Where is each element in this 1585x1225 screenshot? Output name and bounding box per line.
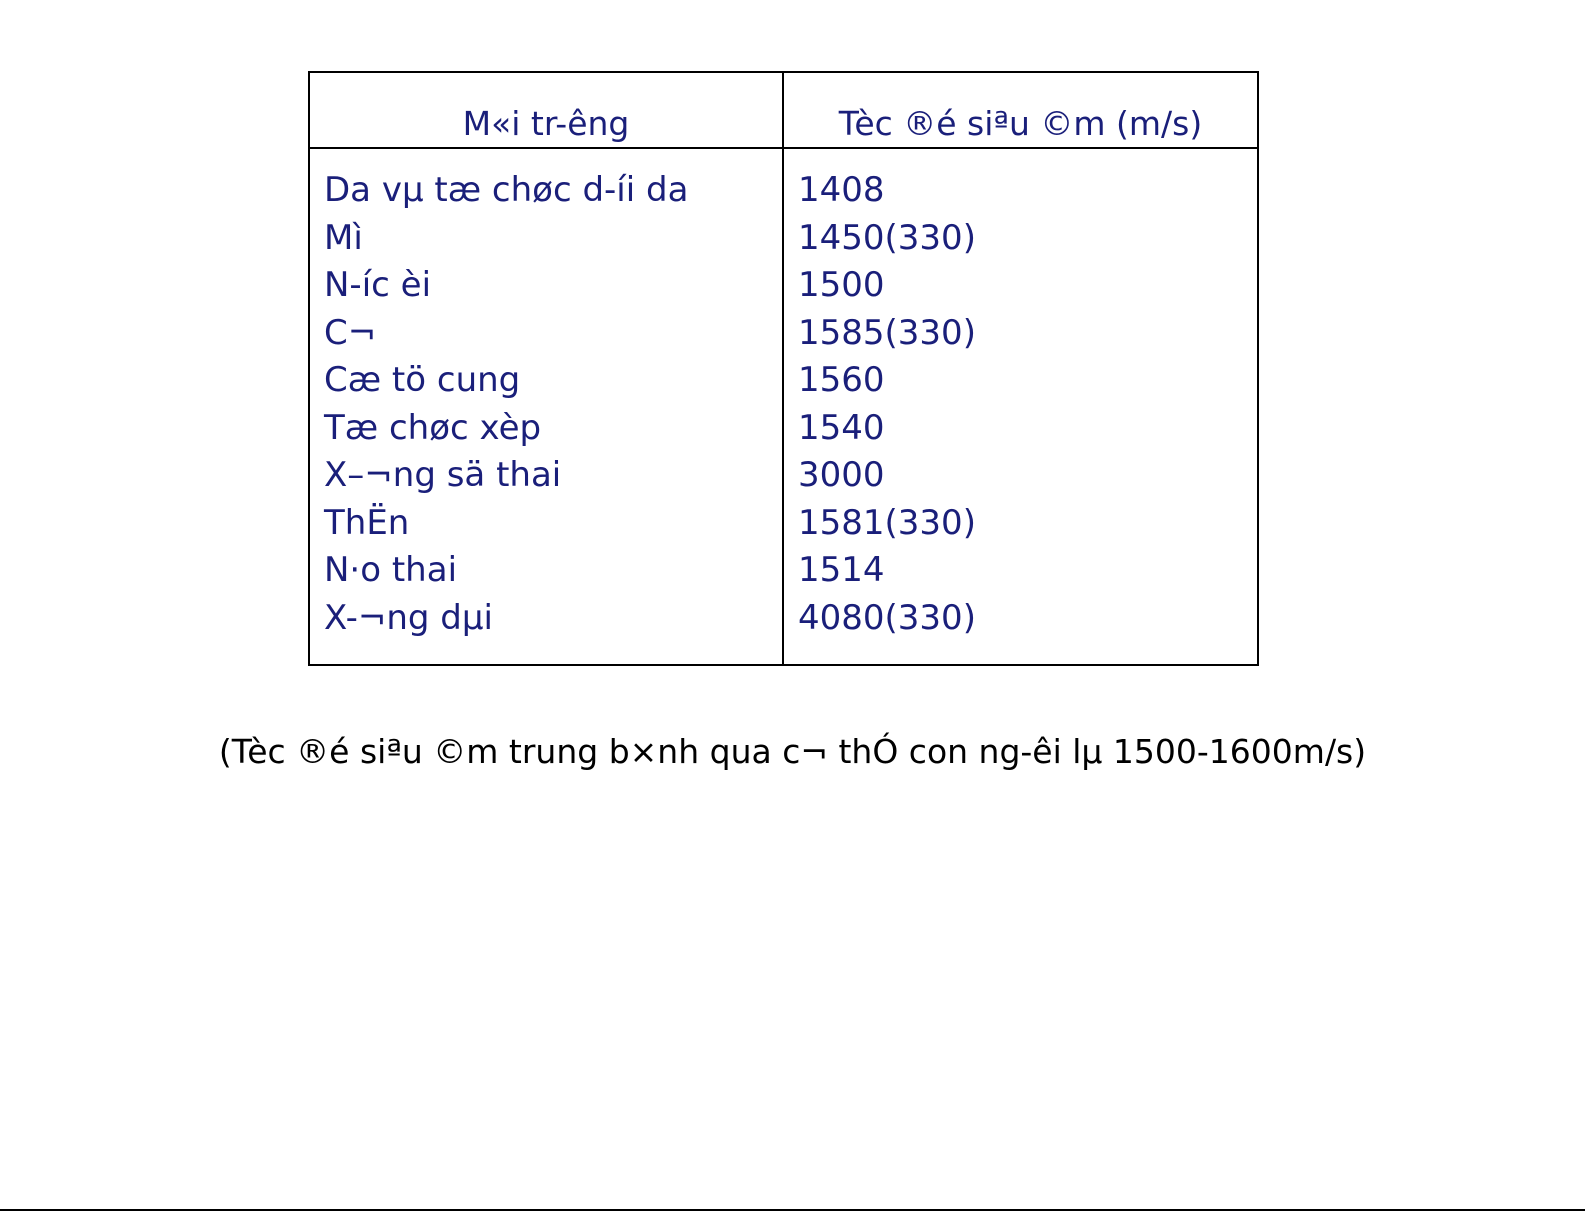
medium-cell: Mì (324, 217, 363, 258)
medium-cell: C¬ (324, 312, 377, 353)
header-speed-label: Tèc ®é siªu ©m (m/s) (838, 104, 1203, 143)
medium-cell: X-¬ng dµi (324, 597, 493, 638)
speed-cell: 1408 (798, 170, 885, 210)
medium-column (310, 149, 784, 664)
header-speed (784, 73, 1257, 147)
speed-cell: 1450(330) (798, 217, 976, 258)
speed-cell: 1514 (798, 550, 885, 590)
speed-cell: 1500 (798, 265, 885, 305)
speed-cell: 1560 (798, 360, 885, 400)
bottom-divider (0, 1209, 1585, 1211)
medium-cell: X–¬ng sä thai (324, 455, 562, 495)
speed-column (784, 149, 1257, 664)
sound-speed-table (308, 71, 1259, 666)
speed-cell: 4080(330) (798, 597, 976, 638)
medium-cell: ThËn (324, 502, 410, 543)
header-medium (310, 73, 784, 147)
medium-cell: N·o thai (324, 550, 458, 590)
header-medium-label: M«i tr-êng (462, 104, 630, 143)
speed-cell: 1585(330) (798, 312, 976, 353)
speed-cell: 1540 (798, 407, 885, 448)
speed-cell: 1581(330) (798, 502, 976, 543)
medium-cell: Da vµ tæ chøc d-íi da (324, 170, 689, 210)
table-header-row (310, 73, 1257, 149)
footnote: (Tèc ®é siªu ©m trung b×nh qua c¬ thÓ con ng-êi lµ 1500-1600m/s) (218, 732, 1367, 771)
speed-cell: 3000 (798, 455, 885, 495)
table-body (310, 149, 1257, 664)
medium-cell: Cæ tö cung (324, 360, 521, 400)
medium-cell: Tæ chøc xèp (324, 407, 542, 448)
medium-cell: N-íc èi (324, 265, 432, 305)
